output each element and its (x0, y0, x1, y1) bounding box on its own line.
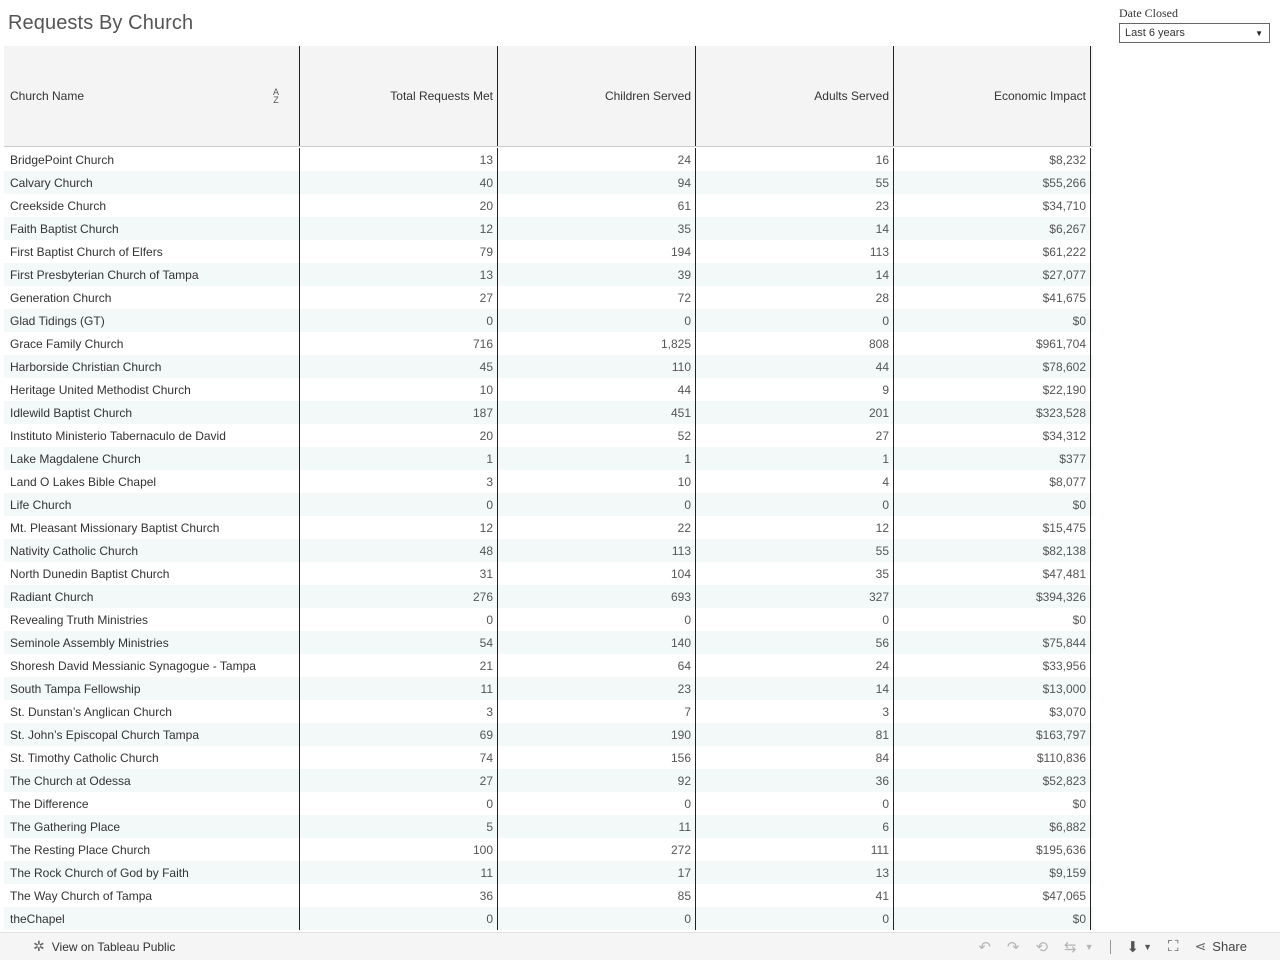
cell-economic-impact: $34,312 (894, 424, 1091, 447)
cell-adults-served: 327 (696, 585, 894, 608)
cell-adults-served: 13 (696, 861, 894, 884)
cell-church-name: Harborside Christian Church (4, 355, 300, 378)
table-row[interactable] (4, 884, 1093, 907)
cell-adults-served: 9 (696, 378, 894, 401)
cell-adults-served: 4 (696, 470, 894, 493)
cell-total-requests: 27 (300, 769, 498, 792)
table-row[interactable] (4, 378, 1093, 401)
filter-label: Date Closed (1119, 6, 1178, 20)
cell-total-requests: 40 (300, 171, 498, 194)
cell-total-requests: 45 (300, 355, 498, 378)
cell-children-served: 85 (498, 884, 696, 907)
refresh-icon[interactable]: ⇆ (1064, 938, 1077, 956)
table-row[interactable] (4, 838, 1093, 861)
cell-adults-served: 3 (696, 700, 894, 723)
view-on-tableau-link[interactable]: ✲ View on Tableau Public (33, 938, 176, 954)
toolbar (962, 938, 1247, 956)
cell-children-served: 7 (498, 700, 696, 723)
table-row[interactable] (4, 654, 1093, 677)
cell-church-name: Lake Magdalene Church (4, 447, 300, 470)
cell-church-name: The Difference (4, 792, 300, 815)
cell-church-name: Shoresh David Messianic Synagogue - Tampa (4, 654, 300, 677)
redo-icon[interactable]: ↷ (1006, 938, 1020, 956)
cell-children-served: 272 (498, 838, 696, 861)
cell-church-name: St. Dunstan’s Anglican Church (4, 700, 300, 723)
cell-adults-served: 41 (696, 884, 894, 907)
cell-adults-served: 84 (696, 746, 894, 769)
cell-adults-served: 55 (696, 171, 894, 194)
cell-total-requests: 3 (300, 700, 498, 723)
requests-table (4, 46, 1093, 930)
cell-total-requests: 10 (300, 378, 498, 401)
table-row[interactable] (4, 424, 1093, 447)
cell-church-name: BridgePoint Church (4, 148, 300, 171)
cell-adults-served: 36 (696, 769, 894, 792)
table-row[interactable] (4, 677, 1093, 700)
table-row[interactable] (4, 562, 1093, 585)
sort-az-icon[interactable]: A Z (272, 87, 279, 105)
cell-adults-served: 44 (696, 355, 894, 378)
cell-children-served: 52 (498, 424, 696, 447)
cell-economic-impact: $377 (894, 447, 1091, 470)
table-row[interactable] (4, 516, 1093, 539)
table-row[interactable] (4, 355, 1093, 378)
cell-adults-served: 55 (696, 539, 894, 562)
cell-church-name: Idlewild Baptist Church (4, 401, 300, 424)
cell-children-served: 11 (498, 815, 696, 838)
cell-total-requests: 187 (300, 401, 498, 424)
cell-economic-impact: $82,138 (894, 539, 1091, 562)
cell-total-requests: 31 (300, 562, 498, 585)
cell-adults-served: 0 (696, 608, 894, 631)
cell-church-name: The Gathering Place (4, 815, 300, 838)
cell-economic-impact: $6,882 (894, 815, 1091, 838)
cell-children-served: 64 (498, 654, 696, 677)
cell-economic-impact: $13,000 (894, 677, 1091, 700)
cell-adults-served: 0 (696, 309, 894, 332)
revert-icon[interactable]: ⟲ (1035, 938, 1049, 956)
cell-adults-served: 14 (696, 263, 894, 286)
dropdown-value: Last 6 years (1125, 27, 1185, 39)
cell-children-served: 61 (498, 194, 696, 217)
cell-adults-served: 808 (696, 332, 894, 355)
cell-adults-served: 6 (696, 815, 894, 838)
cell-church-name: St. Timothy Catholic Church (4, 746, 300, 769)
cell-children-served: 44 (498, 378, 696, 401)
cell-adults-served: 12 (696, 516, 894, 539)
table-row[interactable] (4, 447, 1093, 470)
share-button[interactable]: ⋖ Share (1194, 938, 1247, 954)
cell-church-name: The Way Church of Tampa (4, 884, 300, 907)
cell-church-name: Radiant Church (4, 585, 300, 608)
cell-children-served: 0 (498, 792, 696, 815)
cell-adults-served: 0 (696, 493, 894, 516)
cell-total-requests: 69 (300, 723, 498, 746)
cell-adults-served: 0 (696, 907, 894, 930)
cell-total-requests: 11 (300, 861, 498, 884)
cell-total-requests: 100 (300, 838, 498, 861)
cell-total-requests: 74 (300, 746, 498, 769)
table-row[interactable] (4, 263, 1093, 286)
cell-children-served: 451 (498, 401, 696, 424)
cell-economic-impact: $0 (894, 792, 1091, 815)
table-row[interactable] (4, 700, 1093, 723)
date-closed-filter (1119, 6, 1271, 43)
cell-total-requests: 12 (300, 516, 498, 539)
table-row[interactable] (4, 792, 1093, 815)
dropdown-arrow-icon: ▼ (1255, 29, 1263, 38)
cell-adults-served: 0 (696, 792, 894, 815)
cell-total-requests: 276 (300, 585, 498, 608)
table-row[interactable] (4, 470, 1093, 493)
tableau-logo-icon: ✲ (33, 938, 45, 954)
table-row[interactable] (4, 240, 1093, 263)
undo-icon[interactable]: ↶ (978, 938, 991, 956)
cell-church-name: First Baptist Church of Elfers (4, 240, 300, 263)
share-icon: ⋖ (1194, 938, 1207, 954)
table-row[interactable] (4, 309, 1093, 332)
cell-adults-served: 27 (696, 424, 894, 447)
cell-adults-served: 28 (696, 286, 894, 309)
table-row[interactable] (4, 171, 1093, 194)
cell-economic-impact: $75,844 (894, 631, 1091, 654)
table-row[interactable] (4, 217, 1093, 240)
cell-total-requests: 21 (300, 654, 498, 677)
date-closed-dropdown[interactable] (1119, 23, 1270, 43)
table-row[interactable] (4, 286, 1093, 309)
cell-church-name: Glad Tidings (GT) (4, 309, 300, 332)
cell-children-served: 22 (498, 516, 696, 539)
cell-adults-served: 111 (696, 838, 894, 861)
cell-church-name: The Resting Place Church (4, 838, 300, 861)
cell-total-requests: 27 (300, 286, 498, 309)
cell-economic-impact: $0 (894, 608, 1091, 631)
cell-children-served: 104 (498, 562, 696, 585)
cell-economic-impact: $22,190 (894, 378, 1091, 401)
cell-church-name: theChapel (4, 907, 300, 930)
cell-economic-impact: $195,636 (894, 838, 1091, 861)
cell-economic-impact: $27,077 (894, 263, 1091, 286)
cell-total-requests: 20 (300, 194, 498, 217)
table-row[interactable] (4, 493, 1093, 516)
table-row[interactable] (4, 769, 1093, 792)
cell-church-name: Faith Baptist Church (4, 217, 300, 240)
cell-church-name: Nativity Catholic Church (4, 539, 300, 562)
cell-economic-impact: $41,675 (894, 286, 1091, 309)
cell-economic-impact: $8,077 (894, 470, 1091, 493)
cell-adults-served: 16 (696, 148, 894, 171)
cell-adults-served: 35 (696, 562, 894, 585)
table-row[interactable] (4, 401, 1093, 424)
cell-economic-impact: $3,070 (894, 700, 1091, 723)
download-dropdown-icon[interactable]: ▼ (1143, 941, 1153, 952)
page-title: Requests By Church (8, 12, 194, 34)
table-header (4, 46, 1093, 147)
cell-economic-impact: $8,232 (894, 148, 1091, 171)
cell-economic-impact: $163,797 (894, 723, 1091, 746)
cell-church-name: Calvary Church (4, 171, 300, 194)
cell-total-requests: 13 (300, 148, 498, 171)
cell-economic-impact: $15,475 (894, 516, 1091, 539)
cell-economic-impact: $47,481 (894, 562, 1091, 585)
cell-children-served: 113 (498, 539, 696, 562)
cell-church-name: The Church at Odessa (4, 769, 300, 792)
cell-church-name: St. John’s Episcopal Church Tampa (4, 723, 300, 746)
table-row[interactable] (4, 148, 1093, 171)
table-row[interactable] (4, 746, 1093, 769)
cell-economic-impact: $323,528 (894, 401, 1091, 424)
cell-children-served: 0 (498, 608, 696, 631)
table-row[interactable] (4, 631, 1093, 654)
cell-adults-served: 14 (696, 677, 894, 700)
cell-economic-impact: $9,159 (894, 861, 1091, 884)
table-row[interactable] (4, 608, 1093, 631)
cell-economic-impact: $961,704 (894, 332, 1091, 355)
cell-church-name: Grace Family Church (4, 332, 300, 355)
cell-total-requests: 0 (300, 608, 498, 631)
cell-children-served: 110 (498, 355, 696, 378)
cell-economic-impact: $33,956 (894, 654, 1091, 677)
cell-adults-served: 201 (696, 401, 894, 424)
cell-total-requests: 54 (300, 631, 498, 654)
cell-economic-impact: $0 (894, 309, 1091, 332)
cell-economic-impact: $0 (894, 493, 1091, 516)
cell-church-name: Land O Lakes Bible Chapel (4, 470, 300, 493)
table-row[interactable] (4, 861, 1093, 884)
cell-adults-served: 24 (696, 654, 894, 677)
cell-children-served: 72 (498, 286, 696, 309)
cell-adults-served: 56 (696, 631, 894, 654)
cell-children-served: 23 (498, 677, 696, 700)
column-header-church-name[interactable]: Church Name A Z (4, 46, 300, 146)
cell-total-requests: 0 (300, 792, 498, 815)
cell-church-name: Life Church (4, 493, 300, 516)
cell-economic-impact: $78,602 (894, 355, 1091, 378)
cell-children-served: 1,825 (498, 332, 696, 355)
cell-total-requests: 13 (300, 263, 498, 286)
cell-church-name: Seminole Assembly Ministries (4, 631, 300, 654)
cell-economic-impact: $34,710 (894, 194, 1091, 217)
tableau-footer (0, 932, 1280, 960)
cell-children-served: 693 (498, 585, 696, 608)
cell-total-requests: 0 (300, 309, 498, 332)
cell-children-served: 10 (498, 470, 696, 493)
cell-economic-impact: $6,267 (894, 217, 1091, 240)
cell-economic-impact: $55,266 (894, 171, 1091, 194)
cell-economic-impact: $52,823 (894, 769, 1091, 792)
cell-total-requests: 20 (300, 424, 498, 447)
cell-church-name: Mt. Pleasant Missionary Baptist Church (4, 516, 300, 539)
cell-adults-served: 1 (696, 447, 894, 470)
cell-total-requests: 0 (300, 907, 498, 930)
cell-children-served: 39 (498, 263, 696, 286)
cell-economic-impact: $47,065 (894, 884, 1091, 907)
cell-total-requests: 1 (300, 447, 498, 470)
cell-children-served: 24 (498, 148, 696, 171)
cell-church-name: Generation Church (4, 286, 300, 309)
cell-children-served: 17 (498, 861, 696, 884)
cell-total-requests: 716 (300, 332, 498, 355)
cell-church-name: Heritage United Methodist Church (4, 378, 300, 401)
table-row[interactable] (4, 907, 1093, 930)
cell-church-name: North Dunedin Baptist Church (4, 562, 300, 585)
cell-children-served: 0 (498, 493, 696, 516)
cell-children-served: 94 (498, 171, 696, 194)
column-header-children-served[interactable]: Children Served (498, 46, 696, 146)
cell-economic-impact: $110,836 (894, 746, 1091, 769)
cell-children-served: 35 (498, 217, 696, 240)
cell-economic-impact: $0 (894, 907, 1091, 930)
pause-dropdown-icon[interactable]: ▼ (1084, 941, 1094, 952)
cell-adults-served: 14 (696, 217, 894, 240)
cell-adults-served: 23 (696, 194, 894, 217)
cell-church-name: Creekside Church (4, 194, 300, 217)
cell-church-name: First Presbyterian Church of Tampa (4, 263, 300, 286)
download-icon[interactable]: ⬇ (1126, 938, 1140, 956)
cell-children-served: 190 (498, 723, 696, 746)
cell-church-name: The Rock Church of God by Faith (4, 861, 300, 884)
cell-church-name: Revealing Truth Ministries (4, 608, 300, 631)
cell-adults-served: 81 (696, 723, 894, 746)
cell-total-requests: 0 (300, 493, 498, 516)
cell-adults-served: 113 (696, 240, 894, 263)
cell-children-served: 1 (498, 447, 696, 470)
cell-economic-impact: $394,326 (894, 585, 1091, 608)
cell-total-requests: 5 (300, 815, 498, 838)
cell-children-served: 0 (498, 309, 696, 332)
cell-total-requests: 3 (300, 470, 498, 493)
column-header-adults-served[interactable]: Adults Served (696, 46, 894, 146)
table-row[interactable] (4, 585, 1093, 608)
cell-total-requests: 11 (300, 677, 498, 700)
fullscreen-icon[interactable]: ⛶ (1168, 938, 1179, 955)
cell-economic-impact: $61,222 (894, 240, 1091, 263)
column-header-total-requests[interactable]: Total Requests Met (300, 46, 498, 146)
cell-children-served: 0 (498, 907, 696, 930)
table-row[interactable] (4, 539, 1093, 562)
cell-total-requests: 48 (300, 539, 498, 562)
cell-church-name: South Tampa Fellowship (4, 677, 300, 700)
table-row[interactable] (4, 723, 1093, 746)
cell-total-requests: 36 (300, 884, 498, 907)
cell-children-served: 140 (498, 631, 696, 654)
cell-total-requests: 79 (300, 240, 498, 263)
toolbar-divider (1110, 940, 1111, 954)
table-row[interactable] (4, 332, 1093, 355)
cell-children-served: 156 (498, 746, 696, 769)
cell-total-requests: 12 (300, 217, 498, 240)
table-row[interactable] (4, 815, 1093, 838)
table-body (4, 148, 1093, 930)
cell-church-name: Instituto Ministerio Tabernaculo de David (4, 424, 300, 447)
table-row[interactable] (4, 194, 1093, 217)
column-header-economic-impact[interactable]: Economic Impact (894, 46, 1091, 146)
cell-children-served: 92 (498, 769, 696, 792)
cell-children-served: 194 (498, 240, 696, 263)
